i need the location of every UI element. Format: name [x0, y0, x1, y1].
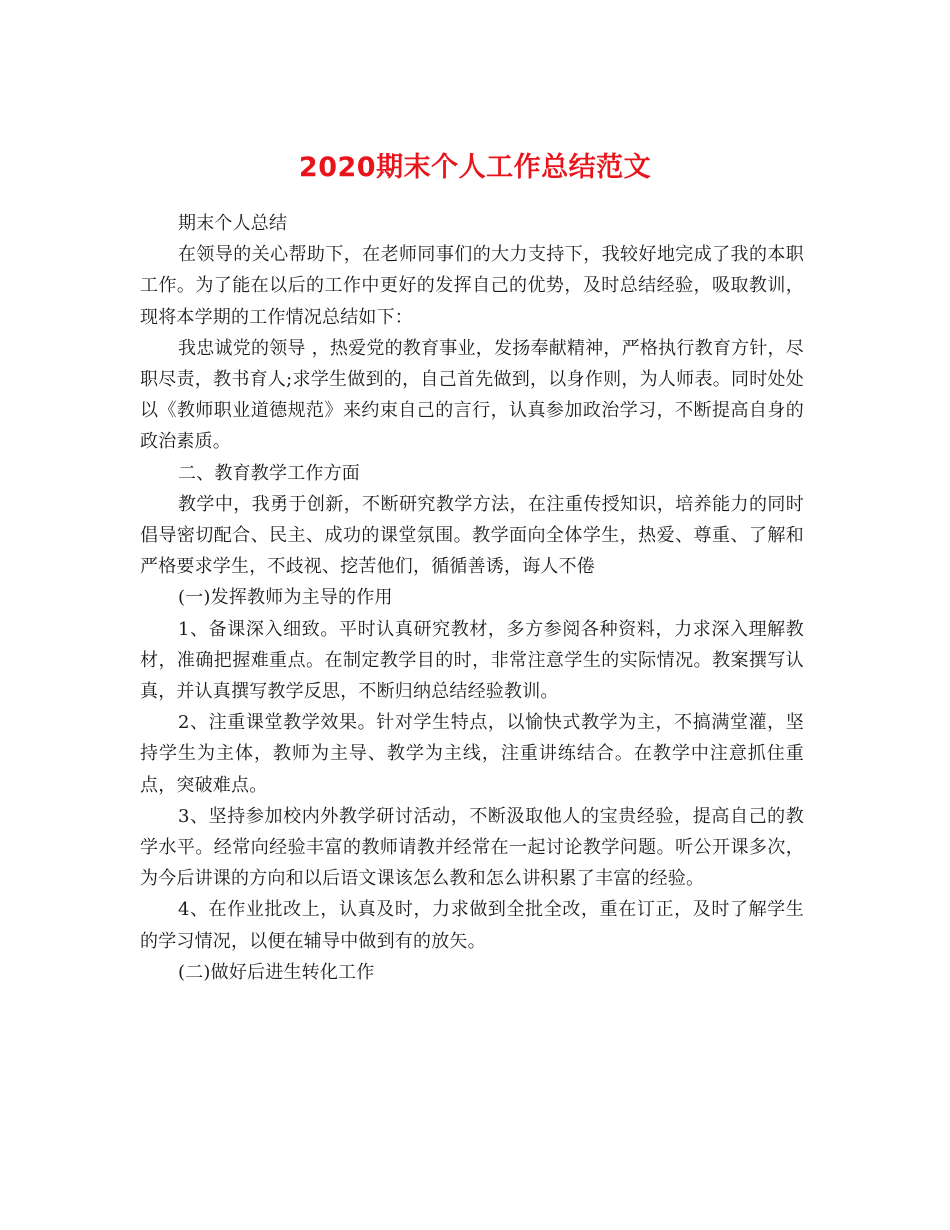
paragraph-intro: 在领导的关心帮助下，在老师同事们的大力支持下，我较好地完成了我的本职工作。为了能在以后的工作中更好的发挥自己的优势，及时总结经验，吸取教训，现将本学期的工作情况总结如下：: [140, 244, 804, 328]
paragraph-item-1: 1、备课深入细致。平时认真研究教材，多方参阅各种资料，力求深入理解教材，准确把握难重点。在制定教学目的时，非常注意学生的实际情况。教案撰写认真，并认真撰写教学反思，不断归纳总结经验教训。: [140, 618, 804, 703]
paragraph-teaching: 教学中，我勇于创新，不断研究教学方法，在注重传授知识，培养能力的同时倡导密切配合、民主、成功的课堂氛围。教学面向全体学生，热爱、尊重、了解和严格要求学生，不歧视、挖苦他们，循循善诱，诲人不倦: [140, 493, 804, 578]
document-title: 2020期末个人工作总结范文: [298, 152, 652, 184]
subsection-heading-struggling-students: (二)做好后进生转化工作: [178, 961, 375, 983]
subsection-heading-teacher-role: (一)发挥教师为主导的作用: [178, 587, 393, 609]
paragraph-item-3: 3、坚持参加校内外教学研讨活动，不断汲取他人的宝贵经验，提高自己的教学水平。经常向经验丰富的教师请教并经常在一起讨论教学问题。听公开课多次，为今后讲课的方向和以后语文课该怎么教和怎么讲积累了丰富的经验。: [140, 805, 804, 890]
paragraph-subtitle: 期末个人总结: [178, 213, 288, 234]
document-body: [140, 208, 804, 988]
paragraph-political: 我忠诚党的领导 ，热爱党的教育事业，发扬奉献精神，严格执行教育方针，尽职尽责，教书育人;求学生做到的，自己首先做到，以身作则，为人师表。同时处处以《教师职业道德规范》来约束自己的言行，认真参加政治学习，不断提高自身的政治素质。: [140, 337, 804, 453]
section-heading-teaching: 二、教育教学工作方面: [178, 462, 360, 484]
paragraph-item-2: 2、注重课堂教学效果。针对学生特点，以愉快式教学为主，不搞满堂灌，坚持学生为主体，教师为主导、教学为主线，注重讲练结合。在教学中注意抓住重点，突破难点。: [140, 712, 804, 796]
paragraph-item-4: 4、在作业批改上，认真及时，力求做到全批全改，重在订正，及时了解学生的学习情况，以便在辅导中做到有的放矢。: [140, 899, 804, 952]
